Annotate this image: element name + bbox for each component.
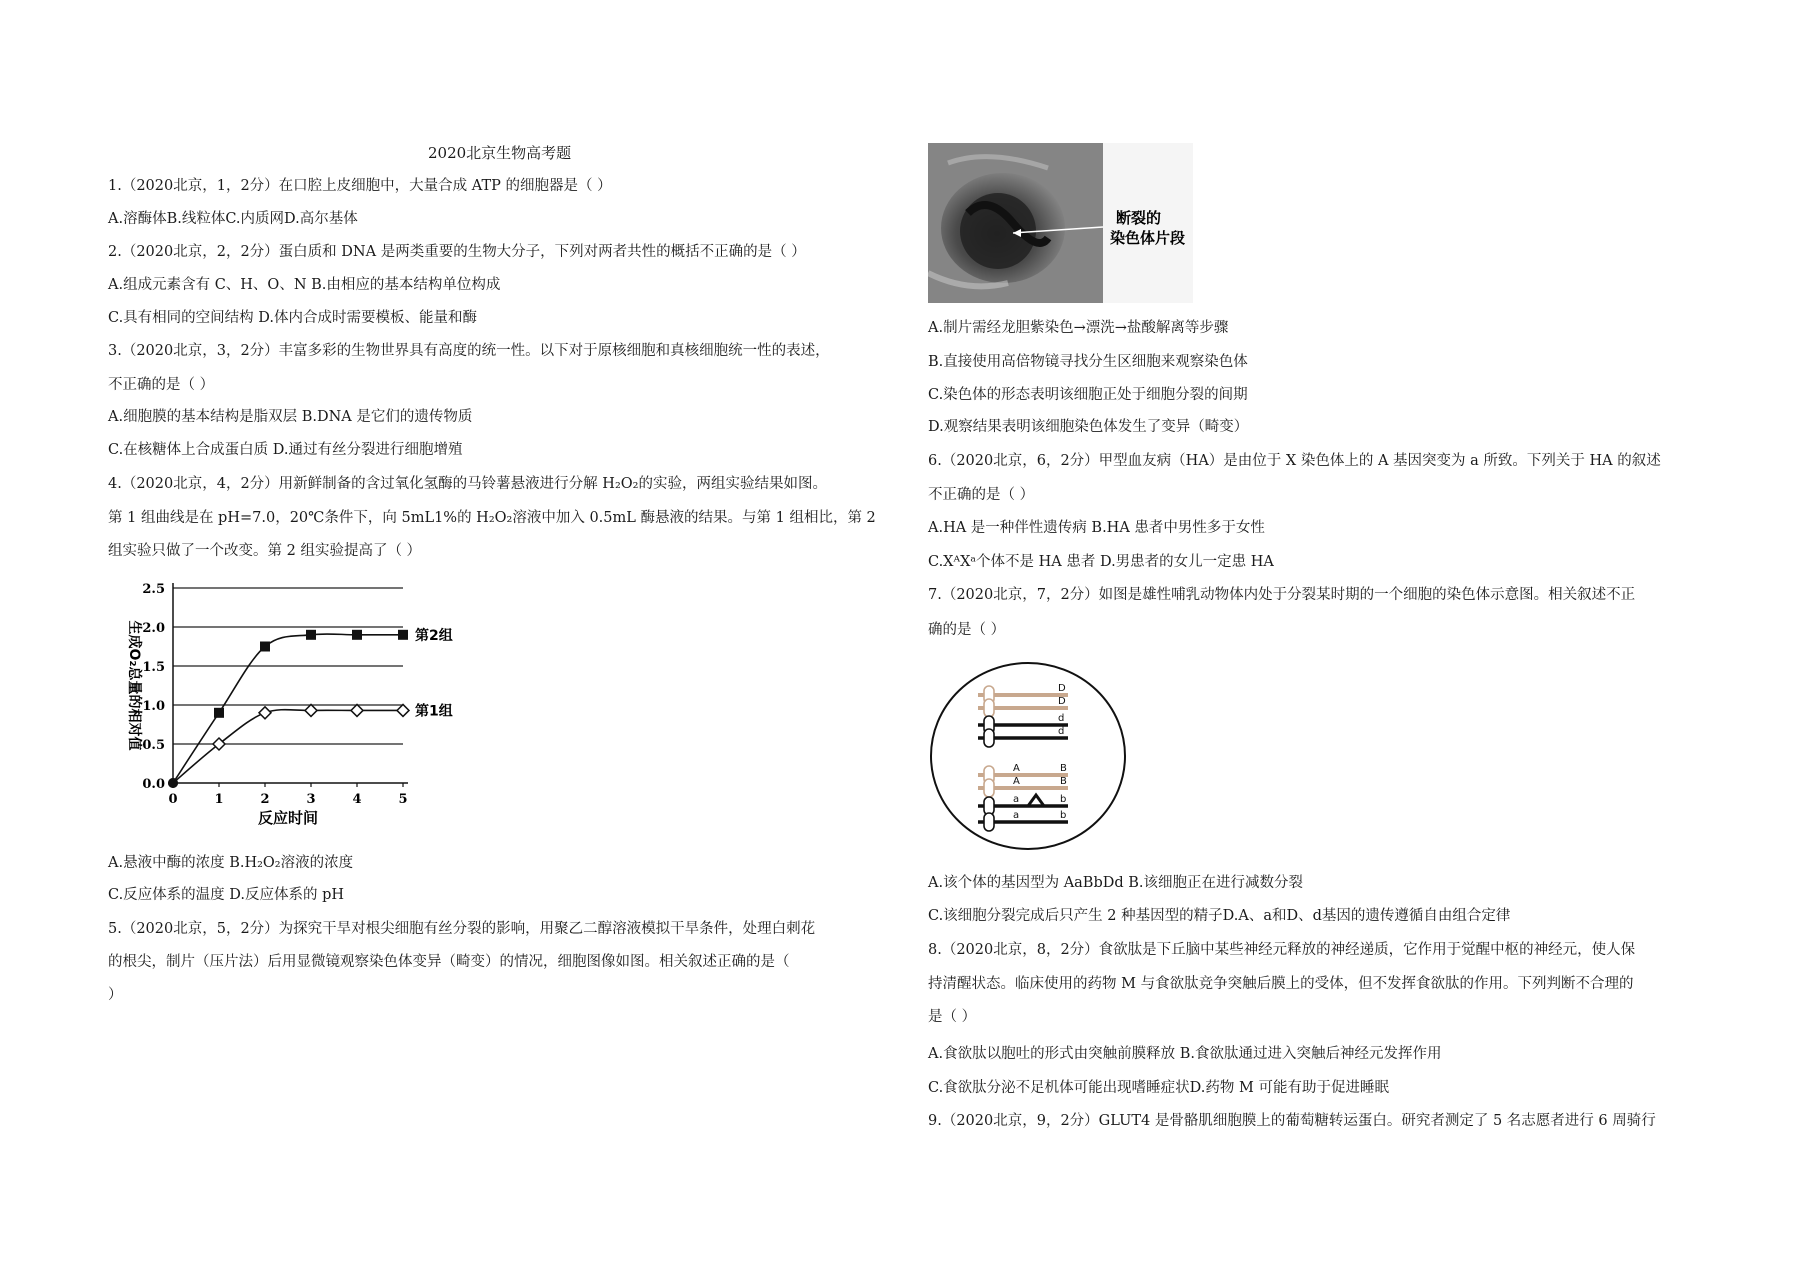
centromere [984, 699, 994, 717]
question-line: 的根尖，制片（压片法）后用显微镜观察染色体变异（畸变）的情况，细胞图像如图。相关叙述正确的是（ [108, 954, 790, 970]
x-tick-label: 5 [398, 792, 408, 807]
question-line: A.组成元素含有 C、H、O、N B.由相应的基本结构单位构成 [108, 277, 501, 293]
data-point [397, 704, 409, 716]
x-tick-label: 4 [352, 792, 362, 807]
x-axis-label: 反应时间 [257, 809, 319, 827]
question-line: D.观察结果表明该细胞染色体发生了变异（畸变） [928, 419, 1249, 435]
y-tick-label: 1.5 [142, 660, 165, 675]
centromere [984, 779, 994, 797]
series-line-1 [173, 634, 403, 783]
question-line: A.制片需经龙胆紫染色→漂洗→盐酸解离等步骤 [928, 320, 1229, 336]
y-tick-label: 1.0 [142, 699, 165, 714]
question-line: A.食欲肽以胞吐的形式由突触前膜释放 B.食欲肽通过进入突触后神经元发挥作用 [928, 1046, 1442, 1062]
gene-label: a [1013, 794, 1020, 805]
data-point [259, 707, 271, 719]
micrograph-image [928, 143, 1193, 303]
photo-label-line-1: 断裂的 [1116, 209, 1162, 227]
gene-label: b [1060, 794, 1067, 805]
gene-label: d [1058, 713, 1065, 724]
chromosome-diagram [928, 660, 1128, 852]
question-line: 3.（2020北京，3，2分）丰富多彩的生物世界具有高度的统一性。以下对于原核细胞和真核细胞统一性的表述， [108, 343, 830, 359]
gene-label: B [1060, 776, 1067, 787]
question-line: 4.（2020北京，4，2分）用新鲜制备的含过氧化氢酶的马铃薯悬液进行分解 H₂O₂的实验，两组实验结果如图。 [108, 476, 827, 492]
question-line: C.食欲肽分泌不足机体可能出现嗜睡症状D.药物 M 可能有助于促进睡眠 [928, 1080, 1389, 1096]
question-line: 第 1 组曲线是在 pH=7.0，20℃条件下，向 5mL1%的 H₂O₂溶液中加入 0.5mL 酶悬液的结果。与第 1 组相比，第 2 [108, 510, 876, 526]
data-point [214, 708, 224, 718]
y-tick-label: 0.0 [142, 777, 165, 792]
question-line: C.反应体系的温度 D.反应体系的 pH [108, 887, 345, 903]
gene-label: A [1013, 763, 1020, 774]
gene-label: A [1013, 776, 1020, 787]
question-line: C.XᴬXᵃ个体不是 HA 患者 D.男患者的女儿一定患 HA [928, 554, 1274, 570]
o2-line-chart [108, 578, 478, 828]
origin-point [168, 778, 178, 788]
y-tick-label: 2.5 [142, 582, 165, 597]
question-line: 确的是（ ） [928, 622, 1006, 638]
gene-label: a [1013, 810, 1020, 821]
page-title: 2020北京生物高考题 [428, 144, 572, 162]
question-line: A.悬液中酶的浓度 B.H₂O₂溶液的浓度 [108, 855, 354, 871]
series-label: 第2组 [415, 627, 453, 644]
data-point [305, 704, 317, 716]
x-tick-label: 3 [306, 792, 316, 807]
question-line: 组实验只做了一个改变。第 2 组实验提高了（ ） [108, 543, 422, 559]
data-point [306, 630, 316, 640]
gene-label: D [1058, 683, 1066, 694]
y-tick-label: 0.5 [142, 738, 165, 753]
question-line: B.直接使用高倍物镜寻找分生区细胞来观察染色体 [928, 354, 1248, 370]
x-tick-label: 0 [168, 792, 178, 807]
centromere [984, 729, 994, 747]
question-line: C.具有相同的空间结构 D.体内合成时需要模板、能量和酶 [108, 310, 478, 326]
data-point [352, 630, 362, 640]
question-line: 5.（2020北京，5，2分）为探究干旱对根尖细胞有丝分裂的影响，用聚乙二醇溶液模拟干旱条件，处理白刺花 [108, 921, 816, 937]
data-point [260, 642, 270, 652]
question-line: 8.（2020北京，8，2分）食欲肽是下丘脑中某些神经元释放的神经递质，它作用于觉醒中枢的神经元，使人保 [928, 942, 1636, 958]
question-line: A.溶酶体B.线粒体C.内质网D.高尔基体 [108, 211, 358, 227]
photo-label-line-2: 染色体片段 [1110, 229, 1186, 247]
question-line: C.染色体的形态表明该细胞正处于细胞分裂的间期 [928, 387, 1248, 403]
question-line: ） [108, 987, 123, 1003]
question-line: 9.（2020北京，9，2分）GLUT4 是骨骼肌细胞膜上的葡萄糖转运蛋白。研究者测定了 5 名志愿者进行 6 周骑行 [928, 1113, 1656, 1129]
series-line-2 [173, 710, 403, 783]
gene-label: D [1058, 696, 1066, 707]
x-tick-label: 2 [260, 792, 270, 807]
question-line: 是（ ） [928, 1009, 977, 1025]
data-point [351, 704, 363, 716]
series-label: 第1组 [415, 703, 453, 720]
question-line: C.在核糖体上合成蛋白质 D.通过有丝分裂进行细胞增殖 [108, 442, 463, 458]
question-line: C.该细胞分裂完成后只产生 2 种基因型的精子D.A、a和D、d基因的遗传遵循自由组合定律 [928, 908, 1511, 924]
question-line: 6.（2020北京，6，2分）甲型血友病（HA）是由位于 X 染色体上的 A 基因突变为 a 所致。下列关于 HA 的叙述 [928, 453, 1661, 469]
question-line: 1.（2020北京，1，2分）在口腔上皮细胞中，大量合成 ATP 的细胞器是（ ） [108, 178, 612, 194]
question-line: 不正确的是（ ） [928, 487, 1035, 503]
question-line: 持清醒状态。临床使用的药物 M 与食欲肽竞争突触后膜上的受体，但不发挥食欲肽的作用。下列判断不合理的 [928, 976, 1634, 992]
question-line: A.该个体的基因型为 AaBbDd B.该细胞正在进行减数分裂 [928, 875, 1304, 891]
centromere [984, 813, 994, 831]
question-line: A.细胞膜的基本结构是脂双层 B.DNA 是它们的遗传物质 [108, 409, 473, 425]
y-tick-label: 2.0 [142, 621, 165, 636]
question-line: 2.（2020北京，2，2分）蛋白质和 DNA 是两类重要的生物大分子，下列对两者共性的概括不正确的是（ ） [108, 244, 806, 260]
data-point [398, 630, 408, 640]
gene-label: B [1060, 763, 1067, 774]
question-line: 7.（2020北京，7，2分）如图是雄性哺乳动物体内处于分裂某时期的一个细胞的染色体示意图。相关叙述不正 [928, 587, 1636, 603]
question-line: 不正确的是（ ） [108, 377, 215, 393]
gene-label: b [1060, 810, 1067, 821]
question-line: A.HA 是一种伴性遗传病 B.HA 患者中男性多于女性 [928, 520, 1265, 536]
x-tick-label: 1 [214, 792, 224, 807]
y-axis-label: 生成O₂总量的相对值 [126, 620, 142, 751]
gene-label: d [1058, 726, 1065, 737]
